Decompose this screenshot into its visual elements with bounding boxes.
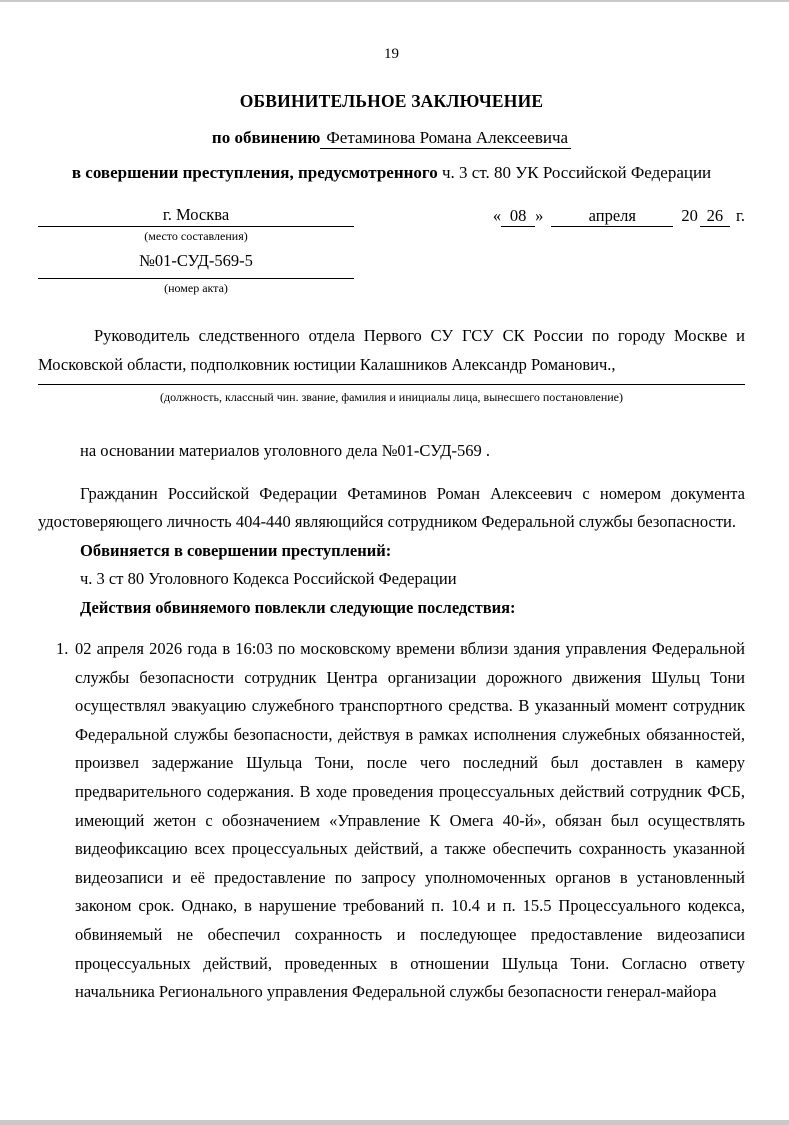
date-year-prefix: 20: [681, 206, 698, 225]
requisites-row: [38, 205, 745, 296]
crime-article: ч. 3 ст. 80 УК Российской Федерации: [437, 163, 712, 182]
date-field: [493, 205, 745, 227]
accusation-line: [38, 128, 745, 148]
date-day: 08: [501, 207, 535, 227]
official-paragraph: Руководитель следственного отдела Первого СУ ГСУ СК России по городу Москве и Московской области, подполковник юстиции Калашников Александр Романович.,: [38, 326, 745, 374]
page-number: 19: [384, 46, 399, 62]
date-year-suffix: 26: [700, 207, 730, 227]
place-caption: (место составления): [144, 229, 248, 243]
charges-list: [38, 635, 745, 1007]
accusation-label: по обвинению: [211, 128, 321, 147]
place-field: г. Москва: [38, 205, 354, 227]
charge-item-text: 02 апреля 2026 года в 16:03 по московскому времени вблизи здания управления Федеральной службы безопасности сотрудник Центра организации дорожного движения Шульц Тони осуществлял эвакуацию служебного транспортного средства. В указанный момент сотрудник Федеральной службы безопасности, действуя в рамках исполнения служебных обязанностей, произвел задержание Шульца Тони, после чего последний был доставлен в камеру предварительного содержания. В ходе проведения процессуальных действий сотрудник ФСБ, имеющий жетон с обозначением «Управление К Омега 40-й», обязан был осуществлять видеофиксацию всех процессуальных действий, а также обеспечить сохранность указанной видеозаписи и её предоставление по запросу уполномоченных органов в установленный законом срок. Однако, в нарушение требований п. 10.4 и п. 15.5 Процессуального кодекса, обвиняемый не обеспечил сохранность и последующее предоставление видеозаписи процессуальных действий, проведенных в отношении Шульца Тони. Согласно ответу начальника Регионального управления Федеральной службы безопасности генерал-майора: [75, 639, 745, 1002]
crime-line: [38, 163, 745, 183]
page-edge-bottom: [0, 1120, 789, 1125]
date-year-label: г.: [735, 206, 745, 225]
charge-item-number: 1.: [56, 639, 69, 658]
charge-item: [56, 635, 745, 1007]
requisites-left: [38, 205, 354, 296]
accused-name: Фетаминова Романа Алексеевича: [320, 128, 571, 149]
act-number-field: №01-СУД-569-5: [38, 244, 354, 279]
accused-heading: Обвиняется в совершении преступлений:: [80, 540, 392, 560]
date-open-quote: «: [492, 206, 502, 225]
page-edge-top: [0, 0, 789, 2]
crime-label: в совершении преступления, предусмотренного: [71, 163, 438, 182]
date-month: апреля: [551, 207, 673, 227]
document-title: ОБВИНИТЕЛЬНОЕ ЗАКЛЮЧЕНИЕ: [239, 91, 544, 111]
act-number-caption: (номер акта): [164, 281, 228, 295]
citizen-paragraph: Гражданин Российской Федерации Фетаминов Роман Алексеевич с номером документа удостоверяющего личность 404-440 являющийся сотрудником Федеральной службы безопасности.: [38, 483, 745, 531]
basis-paragraph: на основании материалов уголовного дела №01-СУД-569 .: [80, 441, 490, 460]
consequences-heading: Действия обвиняемого повлекли следующие последствия:: [80, 597, 516, 617]
official-caption: (должность, классный чин. звание, фамилия и инициалы лица, вынесшего постановление): [160, 390, 623, 404]
date-close-quote: »: [535, 206, 544, 225]
article-line: ч. 3 ст 80 Уголовного Кодекса Российской Федерации: [80, 569, 457, 588]
